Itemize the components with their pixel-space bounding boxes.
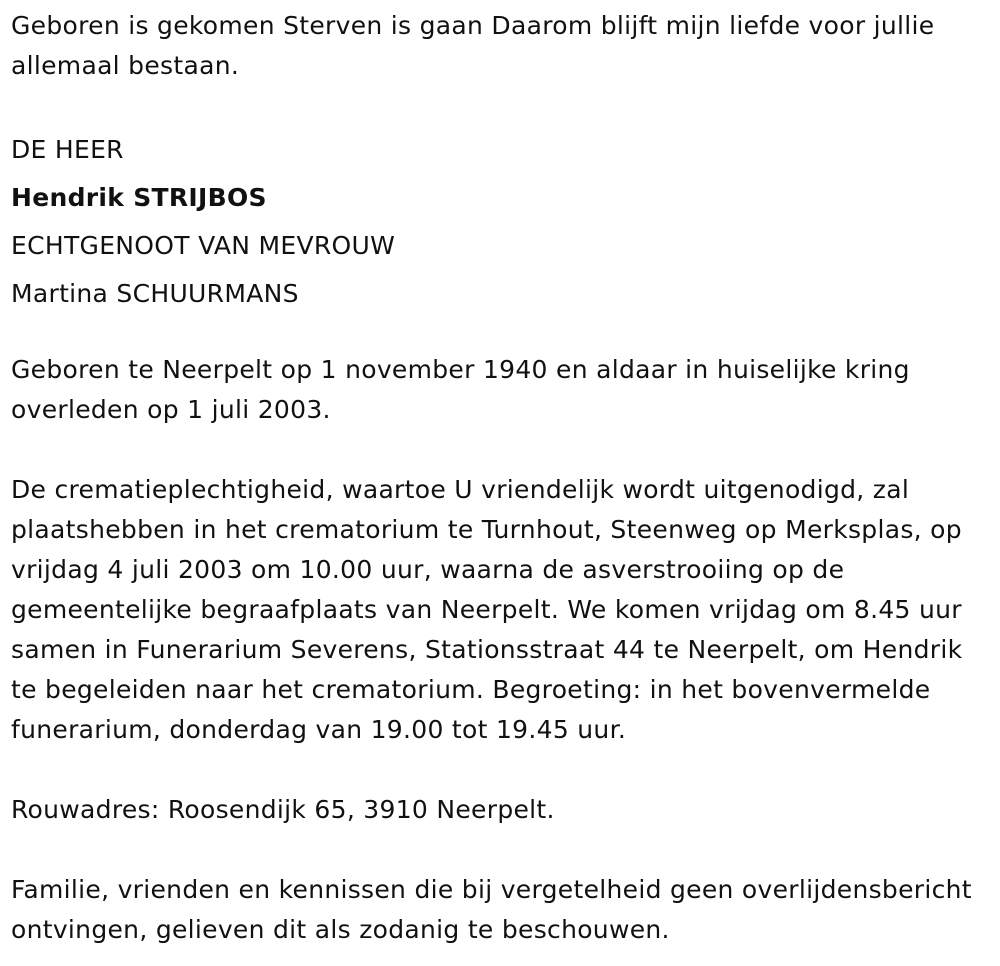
- address-paragraph: Rouwadres: Roosendijk 65, 3910 Neerpelt.: [11, 795, 555, 824]
- spouse-name: Martina SCHUURMANS: [11, 279, 299, 308]
- intro-verse: Geboren is gekomen Sterven is gaan Daarom blijft mijn liefde voor jullie allemaal bestaan.: [11, 11, 935, 80]
- closing-paragraph: Familie, vrienden en kennissen die bij vergetelheid geen overlijdensbericht ontvingen, gelieven dit als zodanig te beschouwen.: [11, 875, 972, 944]
- ceremony-paragraph: De crematieplechtigheid, waartoe U vriendelijk wordt uitgenodigd, zal plaatshebben in het crematorium te Turnhout, Steenweg op Merksplas, op vrijdag 4 juli 2003 om 10.00 uur, waarna de asverstrooiing op de gemeentelijke begraafplaats van Neerpelt. We komen vrijdag om 8.45 uur samen in Funerarium Severens, Stationsstraat 44 te Neerpelt, om Hendrik te begeleiden naar het crematorium. Begroeting: in het bovenvermelde funerarium, donderdag van 19.00 tot 19.45 uur.: [11, 475, 963, 744]
- spouse-label: ECHTGENOOT VAN MEVROUW: [11, 231, 396, 260]
- title-line: DE HEER: [11, 135, 124, 164]
- deceased-name: Hendrik STRIJBOS: [11, 183, 267, 212]
- birth-death-paragraph: Geboren te Neerpelt op 1 november 1940 en aldaar in huiselijke kring overleden op 1 juli 2003.: [11, 355, 910, 424]
- name-block: [11, 126, 395, 318]
